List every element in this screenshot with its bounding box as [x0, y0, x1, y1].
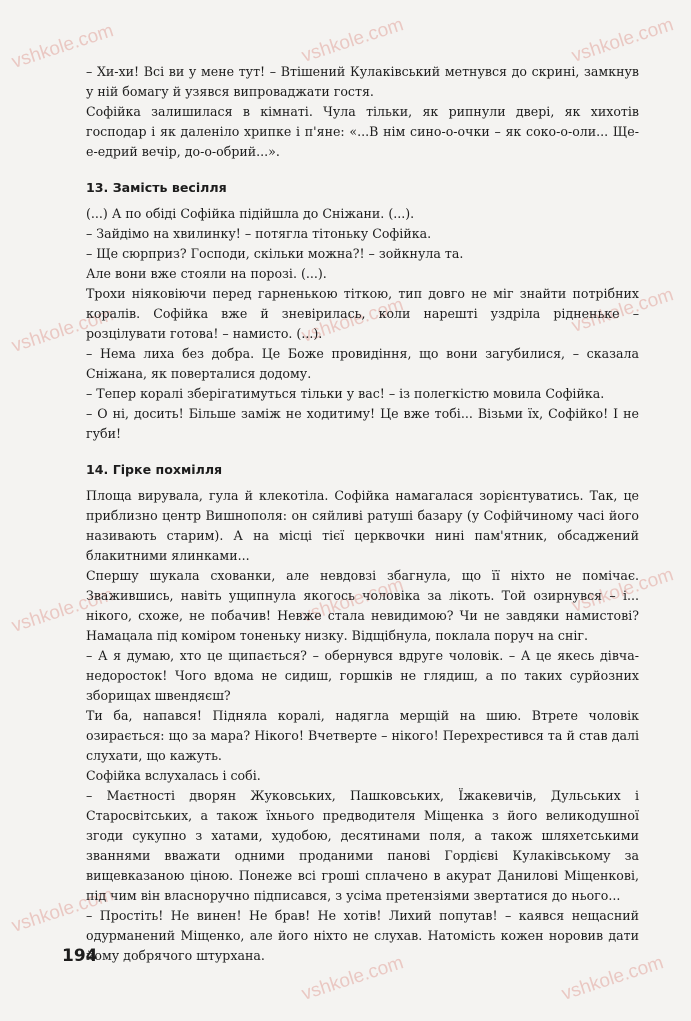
page-number: 194 — [62, 946, 98, 966]
watermark: vshkole.com — [569, 284, 677, 337]
paragraph: Ти ба, напався! Підняла коралі, надягла мерщій на шию. Втрете чоловік озирається: що за мара? Нікого! Вчетверте – нікого! Перехрестився та й став далі слухати, що кажуть. — [86, 708, 639, 763]
watermark: vshkole.com — [569, 564, 677, 617]
paragraph: – Нема лиха без добра. Це Боже провидіння, що вони загубилися, – сказала Сніжана, як поверталися додому. — [86, 346, 639, 381]
paragraph: Площа вирувала, гула й клекотіла. Софійка намагалася зорієнтуватись. Так, це приблизно центр Вишнополя: он сяйливі ратуші базару (у Софійчиному часі його називають старим). А на місці тієї церквочки нині пам'ятник, обсаджений блакитними ялинками... — [86, 488, 639, 563]
paragraph: – Зайдімо на хвилинку! – потягла тітоньку Софійка. — [86, 226, 432, 241]
paragraph: – Хи-хи! Всі ви у мене тут! – Втішений Кулаківський метнувся до скрині, замкнув у ній бомагу й узявся випроваджати гостя. — [86, 64, 639, 99]
paragraph: – Маєтності дворян Жуковських, Пашковських, Їжакевичів, Дульських і Старосвітських, а також їхнього предводителя Міщенка з його великодушної згоди сукупно з хатами, худобою, десятинами поля, а також шляхетськими званнями вважати одними проданими панові Гордієві Кулаківському за вищевказаною ціною. Понеже всі гроші сплачено в акурат Данилові Міщенкові, під чим він власноручно підписався, з усіма претензіями звертатися до нього... — [86, 788, 639, 903]
watermark: vshkole.com — [569, 14, 677, 67]
paragraph: Але вони вже стояли на порозі. (...). — [86, 266, 327, 281]
page-body — [86, 62, 639, 966]
paragraph: – Ще сюрприз? Господи, скільки можна?! – зойкнула та. — [86, 246, 464, 261]
paragraph: – А я думаю, хто це щипається? – обернувся вдруге чоловік. – А це якесь дівча-недоросток! Чого вдома не сидиш, горшків не глядиш, а по таких сурйозних зборищах швендяєш? — [86, 648, 639, 703]
watermark: vshkole.com — [299, 574, 407, 627]
paragraph: Трохи ніяковіючи перед гарненькою тіткою, тип довго не міг знайти потрібних коралів. Софійка вже й зневірилась, коли нарешті уздріла рідненьке – розцілувати готова! – намисто. (...). — [86, 286, 639, 341]
section-heading: 14. Гірке похмілля — [86, 462, 223, 477]
watermark: vshkole.com — [299, 952, 407, 1005]
paragraph: – Простіть! Не винен! Не брав! Не хотів! Лихий попутав! – каявся нещасний одурманений Міщенко, але його ніхто не слухав. Натомість кожен норовив дати йому добрячого штурхана. — [86, 908, 639, 963]
paragraph: Софійка вслухалась і собі. — [86, 768, 261, 783]
paragraph: – О ні, досить! Більше заміж не ходитиму! Це вже тобі... Візьми їх, Софійко! І не губи! — [86, 406, 639, 441]
watermark: vshkole.com — [559, 952, 667, 1005]
watermark: vshkole.com — [9, 20, 117, 73]
paragraph: – Тепер коралі зберігатимуться тільки у вас! – із полегкістю мовила Софійка. — [86, 386, 605, 401]
watermark: vshkole.com — [9, 584, 117, 637]
watermark: vshkole.com — [9, 884, 117, 937]
paragraph: Софійка залишилася в кімнаті. Чула тільки, як рипнули двері, як хихотів господар і як даленіло хрипке і п'яне: «...В нім сино-о-очки – як соко-о-оли... Ще-е-едрий вечір, до-о-обрий...». — [86, 104, 639, 159]
watermark: vshkole.com — [9, 304, 117, 357]
watermark: vshkole.com — [299, 294, 407, 347]
watermark: vshkole.com — [299, 14, 407, 67]
paragraph: Спершу шукала схованки, але невдовзі збагнула, що її ніхто не помічає. Зважившись, навіть ущипнула якогось чоловіка за лікоть. Той озирнувся – і... нікого, схоже, не побачив! Невже стала невидимою? Чи не завдяки намистові? Намацала під коміром тоненьку низку. Відщібнула, поклала поруч на сніг. — [86, 568, 639, 643]
paragraph: (...) А по обіді Софійка підійшла до Сніжани. (...). — [86, 206, 415, 221]
section-heading: 13. Замість весілля — [86, 180, 227, 195]
